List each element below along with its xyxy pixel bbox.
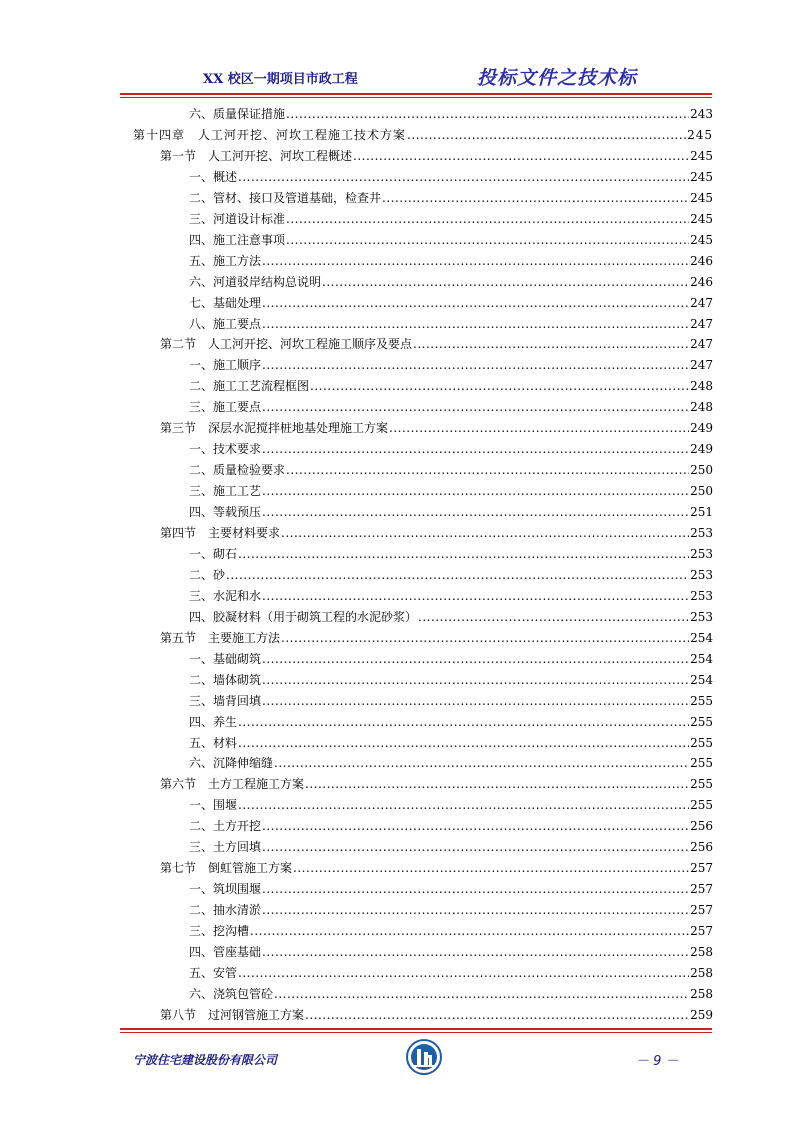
toc-entry-title: 一、技术要求 [189,442,262,457]
toc-leader-dots [262,694,689,708]
toc-entry-title: 一、围堰 [189,798,238,813]
toc-entry-title: 第七节 倒虹管施工方案 [160,861,293,876]
toc-entry[interactable] [189,583,713,603]
toc-entry-page: 257 [690,924,713,939]
toc-entry[interactable] [189,792,713,812]
toc-entry-title: 八、施工要点 [189,316,262,331]
toc-leader-dots [262,673,689,687]
toc-entry-page: 250 [690,463,713,478]
toc-leader-dots [238,798,689,812]
toc-entry[interactable] [189,960,713,980]
toc-leader-dots [407,128,686,142]
toc-entry[interactable] [189,541,713,561]
toc-entry[interactable] [189,394,713,414]
header-doc-title: 投标文件之技术标 [477,67,638,89]
toc-entry[interactable] [189,688,713,708]
toc-entry-page: 257 [690,861,713,876]
toc-entry-title: 三、水泥和水 [189,588,262,603]
toc-entry-page: 243 [690,107,713,121]
toc-entry[interactable] [160,143,713,163]
toc-entry-page: 254 [690,630,713,645]
toc-leader-dots [262,840,689,854]
toc-entry-title: 二、砂 [189,567,226,582]
toc-leader-dots [262,882,689,896]
toc-entry-page: 248 [690,400,713,415]
toc-entry-title: 六、质量保证措施 [189,107,286,121]
toc-entry-page: 245 [690,190,713,205]
toc-entry[interactable] [189,185,713,205]
company-logo-icon [405,1038,443,1076]
toc-entry-page: 256 [690,819,713,834]
toc-entry-title: 一、基础砌筑 [189,651,262,666]
toc-leader-dots [310,379,689,393]
toc-leader-dots [413,337,689,351]
toc-entry-title: 二、质量检验要求 [189,463,286,478]
toc-entry[interactable] [189,604,713,624]
toc-leader-dots [238,715,689,729]
toc-entry-title: 五、材料 [189,735,238,750]
toc-leader-dots [238,170,689,184]
toc-entry[interactable] [189,227,713,247]
toc-leader-dots [382,191,689,205]
toc-leader-dots [262,400,689,414]
toc-entry[interactable] [189,562,713,582]
toc-entry-title: 三、挖沟槽 [189,924,250,939]
toc-entry-title: 四、等载预压 [189,505,262,520]
toc-leader-dots [322,275,689,289]
toc-entry-title: 第一节 人工河开挖、河坎工程概述 [160,148,353,163]
toc-entry-title: 第八节 过河钢管施工方案 [160,1007,305,1022]
toc-entry-page: 255 [690,693,713,708]
toc-entry-page: 246 [690,253,713,268]
toc-entry-title: 二、墙体砌筑 [189,672,262,687]
toc-entry-page: 259 [690,1007,713,1022]
toc-entry[interactable] [160,1002,713,1022]
toc-entry[interactable] [189,290,713,310]
toc-entry-page: 253 [690,526,713,540]
toc-leader-dots [262,505,689,519]
toc-leader-dots [250,924,689,938]
toc-entry-page: 253 [690,588,713,603]
toc-entry-page: 255 [690,756,713,771]
toc-entry[interactable] [189,101,713,121]
toc-leader-dots [305,777,689,791]
toc-entry[interactable] [189,478,713,498]
toc-entry[interactable] [189,709,713,729]
toc-leader-dots [262,484,689,498]
toc-entry-page: 254 [690,672,713,687]
toc-entry-title: 六、浇筑包管砼 [189,986,274,1001]
toc-entry-page: 245 [690,148,713,163]
header-rule-thin [120,97,712,98]
toc-leader-dots [286,107,689,121]
toc-entry[interactable] [189,164,713,184]
toc-entry-title: 四、胶凝材料（用于砌筑工程的水泥砂浆） [189,609,418,624]
toc-leader-dots [274,756,689,770]
toc-entry-page: 258 [690,986,713,1001]
toc-leader-dots [262,296,689,310]
toc-entry-title: 五、施工方法 [189,253,262,268]
toc-entry[interactable] [189,646,713,666]
toc-entry-title: 四、管座基础 [189,945,262,959]
toc-entry-title: 第二节 人工河开挖、河坎工程施工顺序及要点 [160,337,413,352]
toc-leader-dots [262,442,689,456]
toc-entry[interactable] [189,918,713,938]
toc-entry[interactable] [189,750,713,770]
toc-entry-title: 四、养生 [189,714,238,729]
toc-entry-title: 第四节 主要材料要求 [160,526,281,540]
toc-entry-page: 255 [690,798,713,813]
toc-leader-dots [281,526,689,540]
footer-rule [120,1028,712,1030]
toc-leader-dots [286,212,689,226]
toc-entry-page: 245 [690,232,713,247]
toc-entry[interactable] [189,373,713,393]
toc-entry-page: 253 [690,609,713,624]
header-project-title: XX 校区一期项目市政工程 [203,72,358,87]
toc-entry-page: 245 [690,211,713,226]
toc-leader-dots [226,568,689,582]
toc-leader-dots [389,421,689,435]
toc-entry-page: 258 [690,945,713,959]
toc-leader-dots [281,631,689,645]
toc-entry-title: 三、土方回填 [189,840,262,855]
toc-entry-page: 245 [687,127,713,142]
toc-entry-page: 257 [690,903,713,918]
toc-entry[interactable] [160,855,713,875]
toc-entry[interactable] [133,122,713,142]
toc-entry-page: 247 [690,358,713,373]
toc-entry-page: 253 [690,567,713,582]
toc-entry-page: 257 [690,882,713,897]
toc-leader-dots [274,987,689,1001]
footer-page-number: － 9 － [636,1054,679,1069]
toc-entry-page: 247 [690,295,713,310]
toc-entry-title: 六、河道驳岸结构总说明 [189,274,322,289]
toc-entry-title: 一、施工顺序 [189,358,262,373]
toc-entry-page: 248 [690,379,713,394]
toc-leader-dots [262,254,689,268]
toc-leader-dots [262,358,689,372]
toc-entry-page: 245 [690,169,713,184]
toc-entry-page: 246 [690,274,713,289]
toc-entry[interactable] [189,897,713,917]
toc-entry[interactable] [189,939,713,959]
toc-entry-page: 254 [690,651,713,666]
toc-entry[interactable] [160,771,713,791]
toc-entry[interactable] [189,834,713,854]
toc-entry-title: 第十四章 人工河开挖、河坎工程施工技术方案 [133,127,407,142]
toc-entry[interactable] [189,981,713,1001]
toc-entry-page: 249 [690,421,713,436]
toc-entry-title: 三、施工工艺 [189,484,262,499]
toc-leader-dots [262,652,689,666]
toc-entry[interactable] [160,415,713,435]
toc-leader-dots [305,1008,689,1022]
toc-entry-title: 六、沉降伸缩缝 [189,756,274,771]
toc-leader-dots [238,547,689,561]
toc-entry[interactable] [189,876,713,896]
toc-leader-dots [262,589,689,603]
toc-leader-dots [262,317,689,331]
toc-entry-title: 二、抽水清淤 [189,903,262,918]
toc-entry-page: 253 [690,546,713,561]
header-rule [120,93,712,95]
toc-entry[interactable] [160,625,713,645]
toc-entry[interactable] [189,667,713,687]
toc-entry[interactable] [189,269,713,289]
toc-entry[interactable] [189,311,713,331]
toc-entry-title: 七、基础处理 [189,295,262,310]
toc-entry[interactable] [189,730,713,750]
toc-entry-page: 247 [690,316,713,331]
toc-leader-dots [353,149,689,163]
toc-entry[interactable] [189,499,713,519]
toc-entry-title: 二、施工工艺流程框图 [189,379,310,394]
footer-rule-thin [120,1032,712,1033]
toc-entry-title: 三、施工要点 [189,400,262,415]
toc-entry-title: 三、墙背回填 [189,693,262,708]
toc-entry[interactable] [189,206,713,226]
toc-entry-page: 255 [690,714,713,729]
toc-entry[interactable] [189,248,713,268]
toc-entry-title: 一、概述 [189,169,238,184]
toc-entry[interactable] [189,436,713,456]
toc-entry-page: 247 [690,337,713,352]
toc-leader-dots [286,233,689,247]
toc-entry-title: 第五节 主要施工方法 [160,630,281,645]
toc-entry-title: 三、河道设计标准 [189,211,286,226]
toc-leader-dots [418,610,689,624]
toc-entry[interactable] [160,331,713,351]
toc-entry-page: 251 [690,505,713,520]
toc-entry[interactable] [189,457,713,477]
toc-entry-page: 250 [690,484,713,499]
toc-leader-dots [293,861,689,875]
toc-entry[interactable] [189,352,713,372]
toc-entry-title: 四、施工注意事项 [189,232,286,247]
toc-entry-title: 第三节 深层水泥搅拌桩地基处理施工方案 [160,421,389,436]
toc-leader-dots [262,819,689,833]
toc-entry-title: 第六节 土方工程施工方案 [160,777,305,792]
toc-leader-dots [238,966,689,980]
toc-entry-title: 一、筑坝围堰 [189,882,262,897]
footer-company: 宁波住宅建设股份有限公司 [133,1053,278,1067]
toc-leader-dots [238,736,689,750]
toc-leader-dots [262,903,689,917]
toc-entry-page: 255 [690,777,713,792]
toc-entry[interactable] [160,520,713,540]
toc-entry-title: 五、安管 [189,965,238,980]
toc-entry-title: 二、管材、接口及管道基础，检查井 [189,190,382,205]
toc-entry[interactable] [189,813,713,833]
toc-leader-dots [262,945,689,959]
toc-leader-dots [286,463,689,477]
toc-entry-title: 一、砌石 [189,546,238,561]
toc-entry-page: 256 [690,840,713,855]
toc-entry-page: 249 [690,442,713,457]
toc-entry-page: 258 [690,965,713,980]
toc-entry-title: 二、土方开挖 [189,819,262,834]
toc-entry-page: 255 [690,735,713,750]
